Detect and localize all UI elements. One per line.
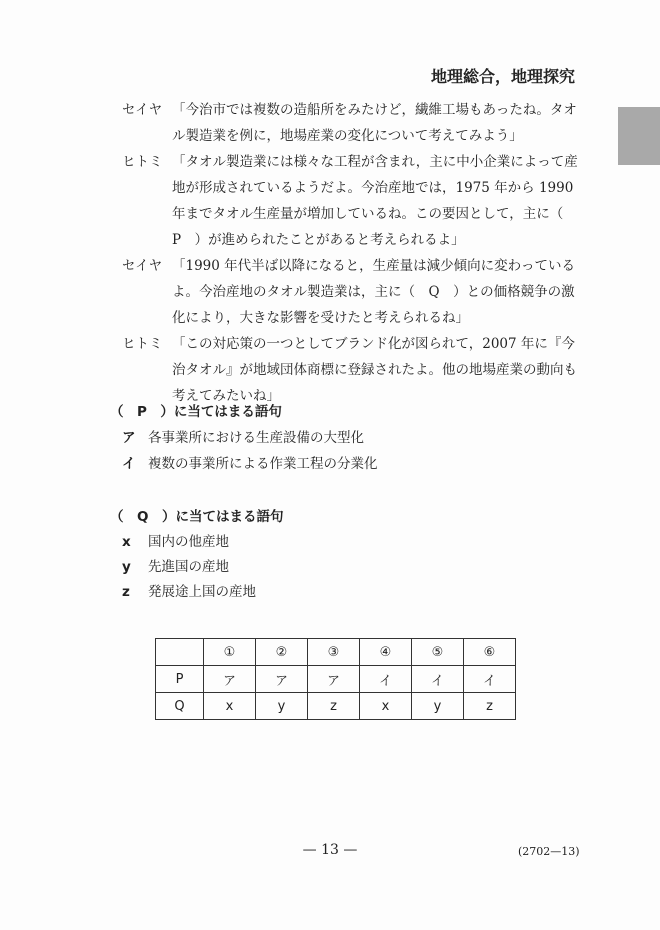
table-cell: P [156, 666, 204, 693]
utterance: 「タオル製造業には様々な工程が含まれ，主に中小企業によって産地が形成されているようだよ。今治産地では，1975 年から 1990 年までタオル生産量が増加しているね。この要因として，主に（ P ）が進められたことがあると考えられるよ」 [172, 154, 578, 248]
table-cell: ④ [360, 639, 412, 666]
table-row [156, 666, 516, 693]
table-cell: z [308, 693, 360, 720]
table-cell: ② [256, 639, 308, 666]
table-cell: ③ [308, 639, 360, 666]
table-cell: ア [308, 666, 360, 693]
option-key: ア [122, 430, 136, 446]
table-cell: x [360, 693, 412, 720]
option-text: 先進国の産地 [148, 559, 229, 575]
exam-code: (2702—13) [518, 845, 580, 858]
q-options-title: （ Q ）に当てはまる語句 [110, 509, 284, 525]
dialogue [122, 97, 582, 409]
speaker: セイヤ [122, 102, 163, 118]
option-item [110, 451, 378, 477]
option-text: 複数の事業所による作業工程の分業化 [148, 456, 378, 472]
option-item [110, 530, 283, 555]
option-text: 発展途上国の産地 [148, 584, 256, 600]
table-row [156, 693, 516, 720]
p-options-title: （ P ）に当てはまる語句 [110, 404, 282, 420]
index-tab [618, 107, 660, 165]
q-options [110, 505, 283, 605]
table-row [156, 639, 516, 666]
dialogue-turn [122, 149, 582, 253]
option-text: 国内の他産地 [148, 534, 229, 550]
option-text: 各事業所における生産設備の大型化 [148, 430, 364, 446]
table-cell: ① [204, 639, 256, 666]
table-cell: y [256, 693, 308, 720]
subject-heading: 地理総合，地理探究 [430, 67, 575, 86]
table-cell: z [464, 693, 516, 720]
option-key: イ [122, 456, 136, 472]
table-cell: y [412, 693, 464, 720]
option-key: y [122, 559, 131, 575]
option-item [110, 580, 283, 605]
dialogue-turn [122, 97, 582, 149]
dialogue-turn [122, 331, 582, 409]
speaker: ヒトミ [122, 336, 163, 352]
speaker: セイヤ [122, 258, 163, 274]
table-cell: イ [412, 666, 464, 693]
table-cell: ア [256, 666, 308, 693]
option-item [110, 425, 378, 451]
utterance: 「この対応策の一つとしてブランド化が図られて，2007 年に『今治タオル』が地域団体商標に登録されたよ。他の地場産業の動向も考えてみたいね」 [172, 336, 577, 404]
option-key: x [122, 534, 131, 550]
table-cell: x [204, 693, 256, 720]
table-cell: イ [360, 666, 412, 693]
answer-table [155, 638, 516, 720]
table-cell: ⑤ [412, 639, 464, 666]
table-cell: イ [464, 666, 516, 693]
option-key: z [122, 584, 130, 600]
speaker: ヒトミ [122, 154, 163, 170]
option-item [110, 555, 283, 580]
table-cell [156, 639, 204, 666]
dialogue-turn [122, 253, 582, 331]
table-cell: ⑥ [464, 639, 516, 666]
p-options [110, 399, 378, 477]
table-cell: ア [204, 666, 256, 693]
utterance: 「1990 年代半ば以降になると，生産量は減少傾向に変わっているよ。今治産地のタオル製造業は，主に（ Q ）との価格競争の激化により，大きな影響を受けたと考えられるね」 [172, 258, 576, 326]
utterance: 「今治市では複数の造船所をみたけど，繊維工場もあったね。タオル製造業を例に，地場産業の変化について考えてみよう」 [172, 102, 577, 144]
page-number: — 13 — [302, 842, 358, 858]
table-cell: Q [156, 693, 204, 720]
